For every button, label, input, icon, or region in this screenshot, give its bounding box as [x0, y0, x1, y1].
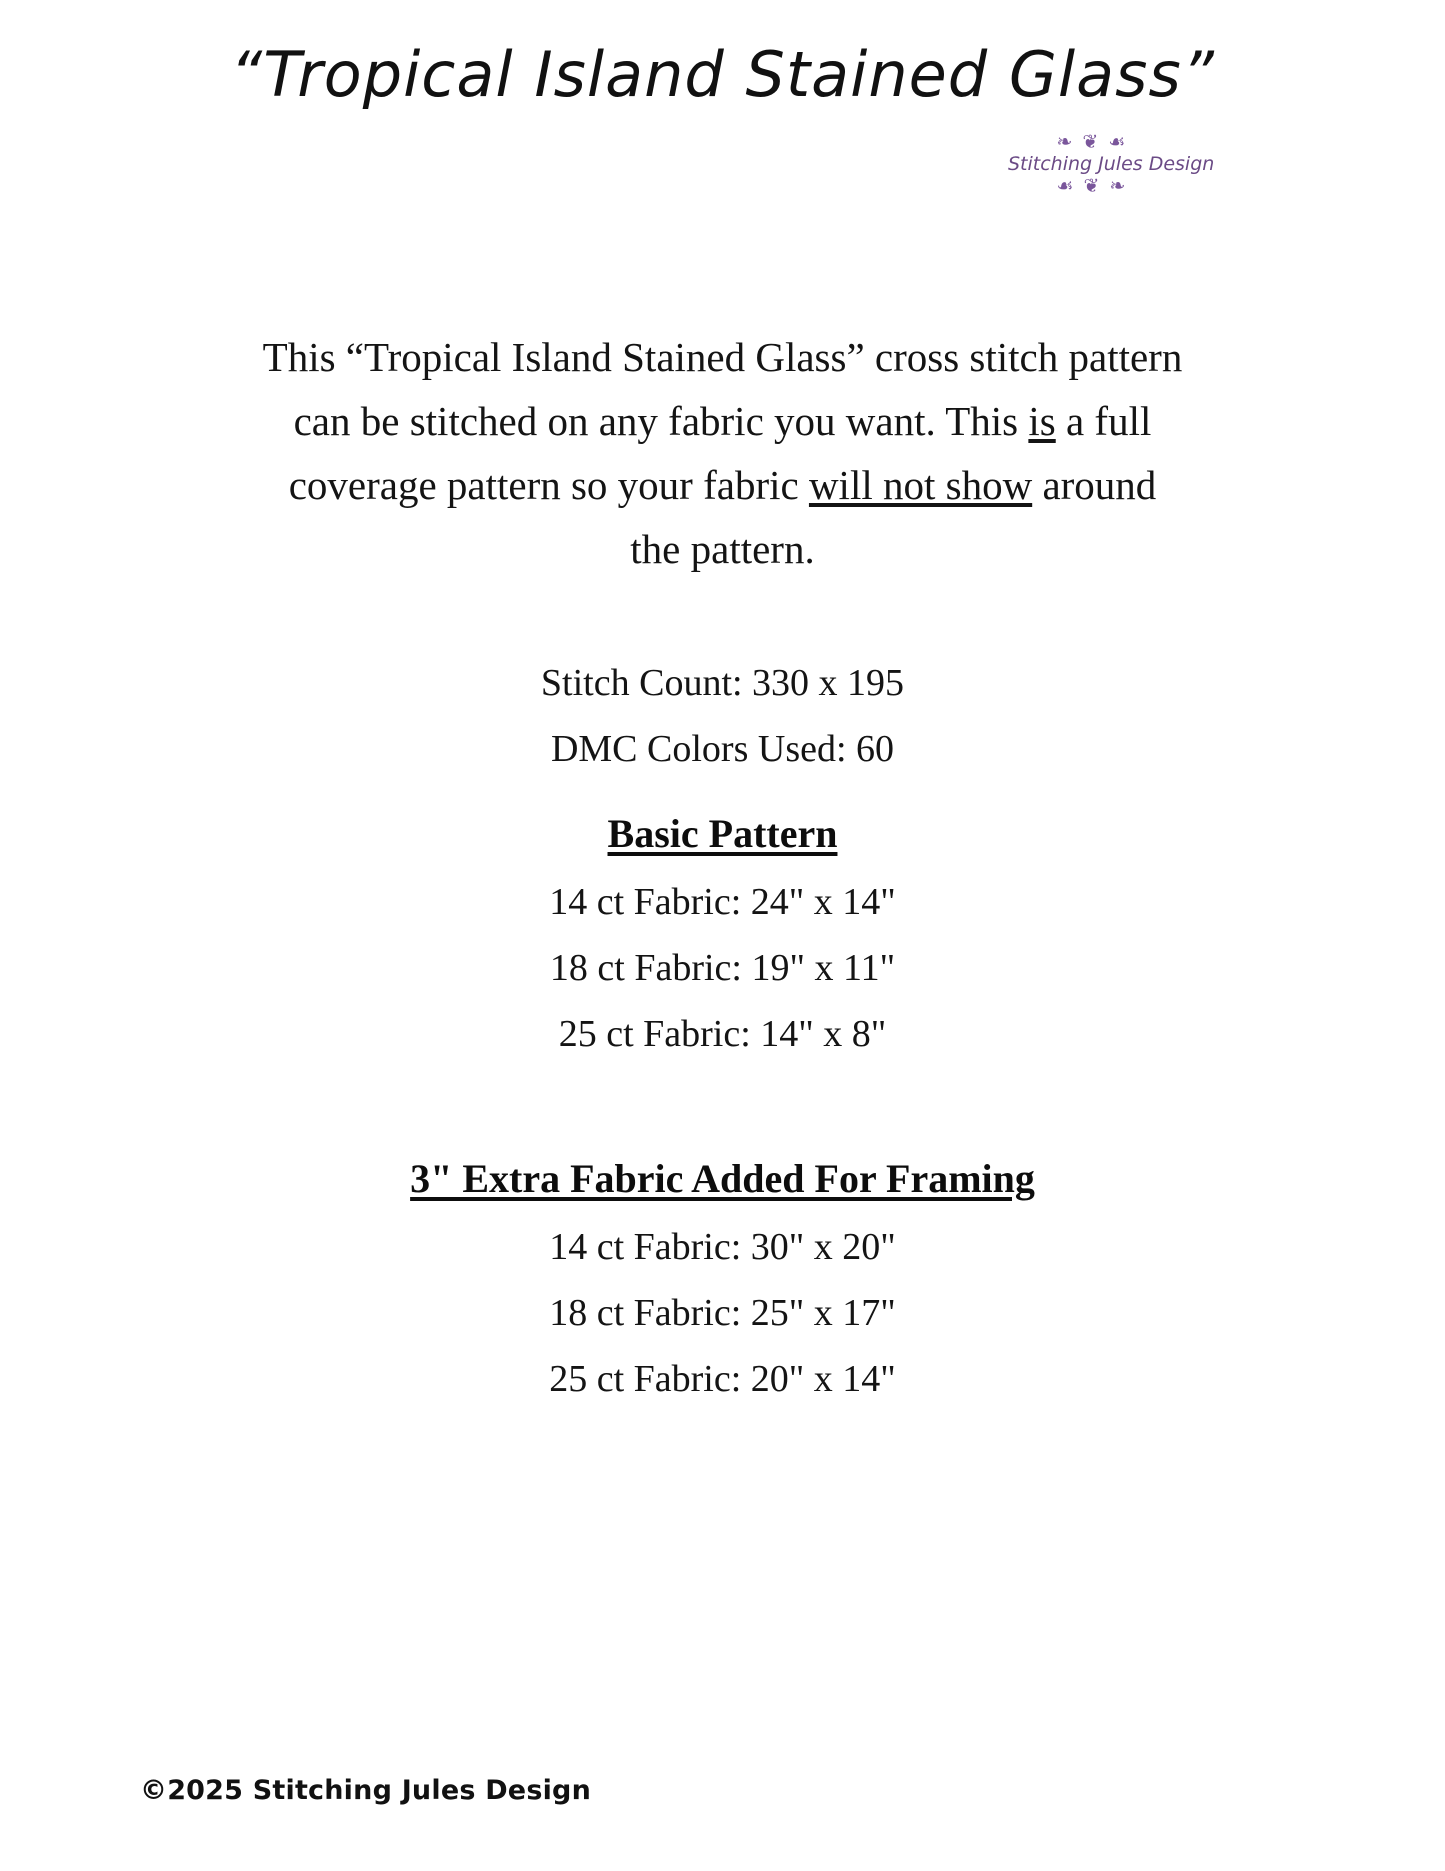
stitch-count-line: Stitch Count: 330 x 195 [540, 662, 905, 704]
copyright-footer: ©2025 Stitching Jules Design [140, 1775, 591, 1806]
intro-line-3-part-b: around [1032, 462, 1157, 508]
framing-fabric-14ct: 14 ct Fabric: 30" x 20" [549, 1226, 896, 1268]
framing-fabric-18ct: 18 ct Fabric: 25" x 17" [549, 1292, 896, 1334]
intro-line-2-part-b: a full [1055, 398, 1152, 444]
basic-fabric-18ct: 18 ct Fabric: 19" x 11" [549, 947, 896, 989]
section-basic-heading: Basic Pattern [607, 811, 838, 856]
intro-line-1: This “Tropical Island Stained Glass” cross stitch pattern [262, 334, 1183, 380]
basic-fabric-14ct: 14 ct Fabric: 24" x 14" [549, 881, 896, 923]
section-basic-pattern [0, 810, 1445, 1067]
basic-fabric-25ct: 25 ct Fabric: 14" x 8" [558, 1013, 887, 1055]
intro-line-4: the pattern. [630, 526, 815, 572]
section-framing-heading: 3" Extra Fabric Added For Framing [410, 1156, 1035, 1201]
intro-line-2-part-a: can be stitched on any fabric you want. This [293, 398, 1029, 444]
page-title: “Tropical Island Stained Glass” [230, 38, 1215, 111]
framing-fabric-25ct: 25 ct Fabric: 20" x 14" [549, 1358, 896, 1400]
intro-line-3-underlined: will not show [808, 462, 1033, 508]
brand-logo [1008, 131, 1215, 224]
intro-line-3-part-a: coverage pattern so your fabric [288, 462, 809, 508]
intro-paragraph [150, 325, 1295, 581]
flourish-bottom-icon: ☙ ❦ ❧ [1056, 175, 1128, 197]
flourish-top-icon: ❧ ❦ ☙ [1056, 131, 1128, 153]
pattern-specs [0, 650, 1445, 782]
intro-line-2-underlined: is [1028, 398, 1056, 444]
dmc-colors-line: DMC Colors Used: 60 [550, 728, 895, 770]
section-framing-extra [0, 1155, 1445, 1412]
brand-name: Stitching Jules Design [1008, 153, 1215, 175]
